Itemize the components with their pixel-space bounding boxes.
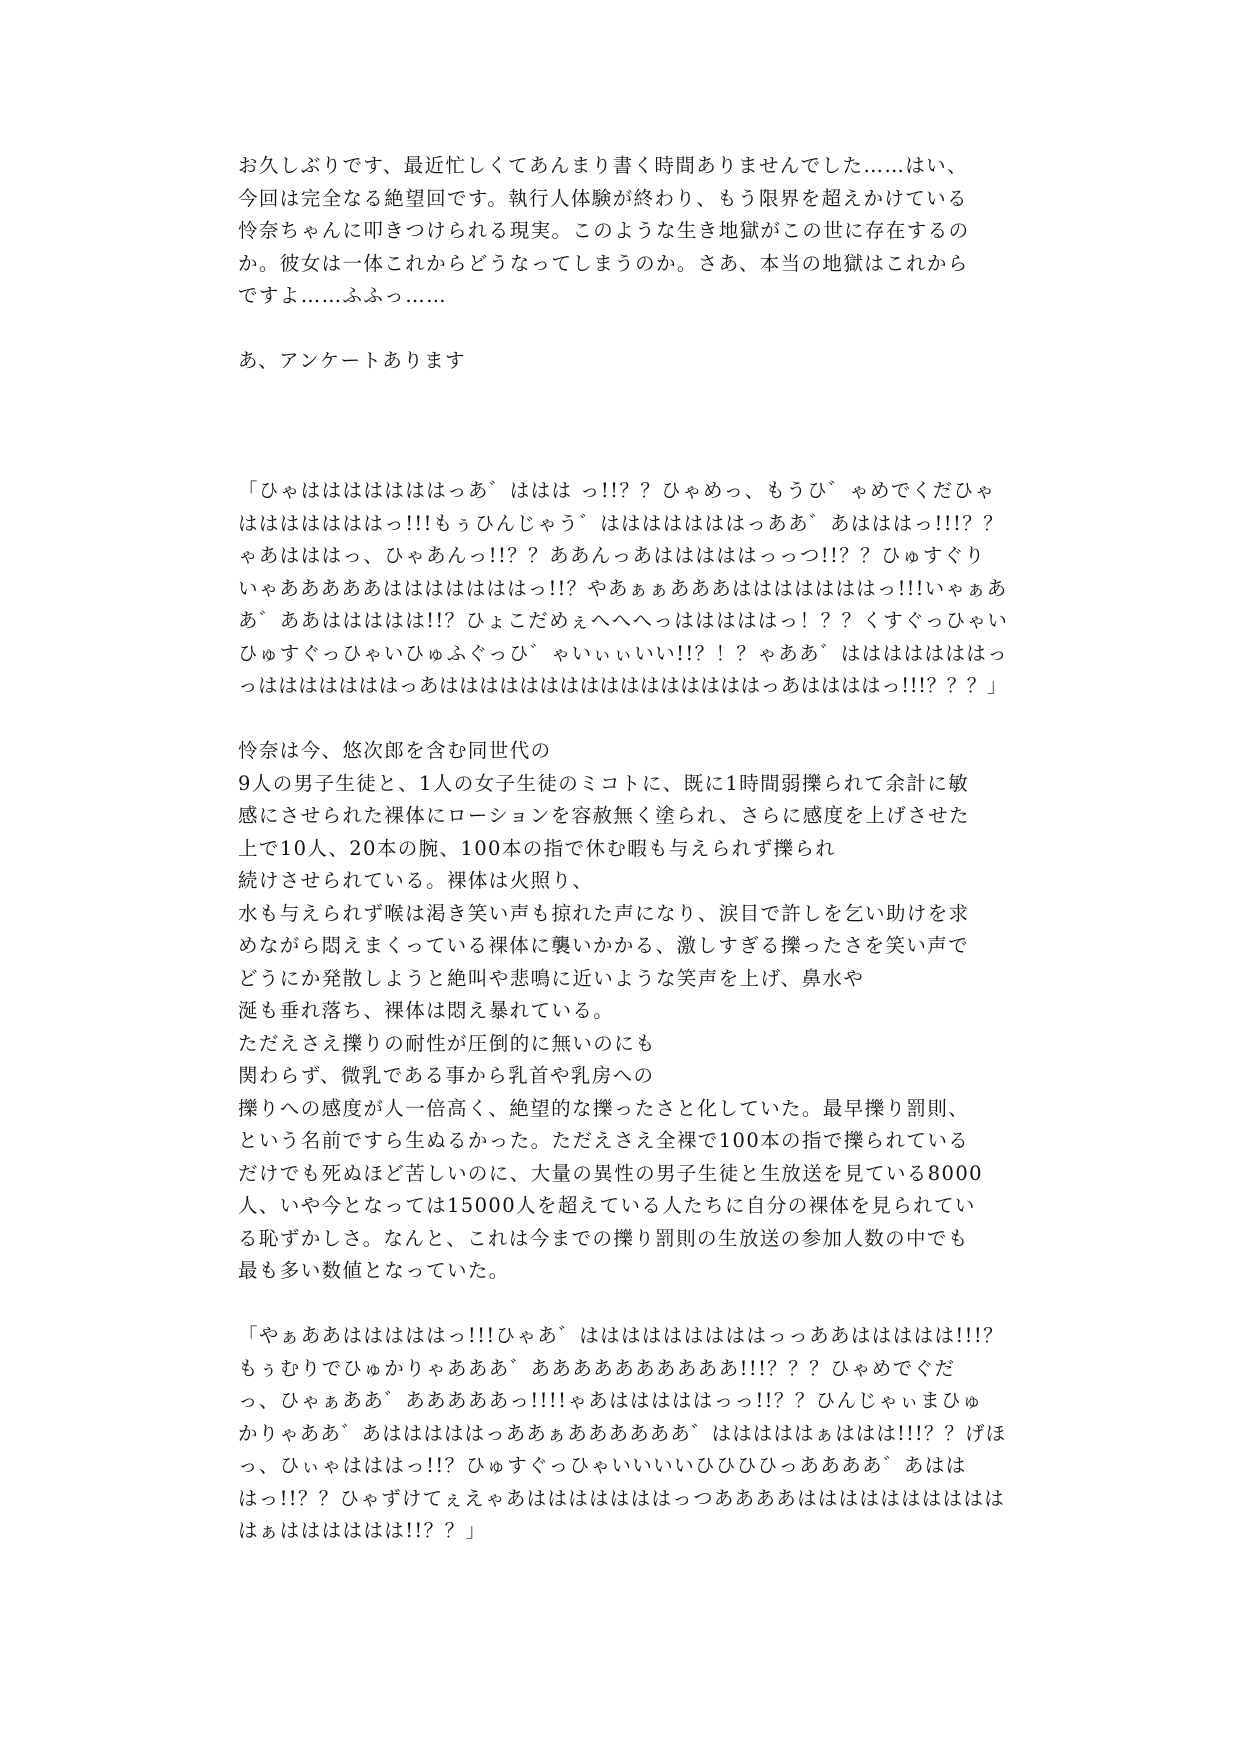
narration-line-15: 人、いや今となっては15000人を超えている人たちに自分の裸体を見られてい [238,1194,976,1217]
intro-line-3: 怜奈ちゃんに叩きつけられる現実。このような生き地獄がこの世に存在するの [238,219,970,242]
quote-2-line-2: もぅむりでひゅかりゃあああ゛ああああああああああ!!!？？？ひゃめでぐだ [238,1356,956,1380]
narration-line-9: 涎も垂れ落ち、裸体は悶え暴れている。 [238,999,615,1022]
quote-2-line-4: かりゃああ゛あはははははっああぁああああああ゛はははははぁははは!!!？？げほ [238,1421,1007,1445]
narration-line-3: 感にさせられた裸体にローションを容赦無く塗られ、さらに感度を上げさせた [238,804,970,827]
narration-line-11: 関わらず、微乳である事から乳首や乳房への [238,1064,655,1087]
narration-line-2: 9人の男子生徒と、1人の女子生徒のミコトに、既に1時間弱擽られて余計に敏 [238,771,970,795]
quote-1-line-4: いゃあああああはははははははっ!!？やあぁぁあああはははははははっ!!!いゃぁあ [238,576,1008,600]
intro-line-4: か。彼女は一体これからどうなってしまうのか。さあ、本当の地獄はこれから [238,251,969,275]
narration-line-16: る恥ずかしさ。なんと、これは今までの擽り罰則の生放送の参加人数の中でも [238,1226,969,1250]
quote-1-paragraph [238,475,1008,703]
paragraph-spacer [238,703,1008,736]
quote-1-line-1: 「ひゃはははははははっあ゛ははは っ!!？？ひゃめっ、もうひ゛ゃめでくだひゃ [238,479,996,502]
narration-line-10: ただえさえ擽りの耐性が圧倒的に無いのにも [238,1031,657,1055]
narration-line-6: 水も与えられず喉は渇き笑い声も掠れた声になり、涙目で許しを乞い助けを求 [238,901,970,925]
narration-paragraph [238,735,1008,1288]
quote-2-line-1: 「やぁああはははははっ!!!ひゃあ゛はははははははははっっああははははは!!!？ [238,1324,1005,1347]
intro-paragraph [238,150,1008,313]
quote-1-line-2: はははははははっ!!!もぅひんじゃう゛はははははははっああ゛あはははっ!!!？？ [238,511,1005,535]
narration-line-7: めながら悶えまくっている裸体に襲いかかる、激しすぎる擽ったさを笑い声で [238,934,970,957]
quote-1-line-7: っはははははははっあははははははははははははははははっあははははっ!!!？？？」 [238,674,1008,697]
paragraph-spacer [238,1288,1008,1321]
narration-line-14: だけでも死ぬほど苦しいのに、大量の異性の男子生徒と生放送を見ている8000 [238,1161,983,1185]
narration-line-4: 上で10人、20本の腕、100本の指で休む暇も与えられず擽られ [238,836,837,860]
quote-2-line-5: っ、ひぃゃはははっ!!？ひゅすぐっひゃいいいいひひひひっああああ゛あはは [238,1454,967,1477]
narration-line-5: 続けさせられている。裸体は火照り、 [238,869,594,892]
narration-line-1: 怜奈は今、悠次郎を含む同世代の [238,739,552,762]
quote-1-line-6: ひゅすぐっひゃいひゅふぐっひ゛ゃいぃぃいい!!？！？ゃああ゛はははははははっ [238,641,1009,665]
quote-1-line-3: ゃあはははっ、ひゃあんっ!!？？ああんっあはははははっっつ!!？？ひゅすぐり [238,544,986,567]
intro-line-5: ですよ……ふふっ…… [238,284,448,307]
narration-line-13: という名前ですら生ぬるかった。ただえさえ全裸で100本の指で擽られている [238,1129,970,1152]
section-spacer [238,378,1008,476]
quote-2-line-6: はっ!!？？ひゃずけてぇえゃあはははははははっつああああはははははははははは [238,1486,1006,1510]
body-text-column [238,150,1008,1548]
narration-line-8: どうにか発散しようと絶叫や悲鳴に近いような笑声を上げ、鼻水や [238,966,865,990]
quote-2-line-3: っ、ひゃぁああ゛あああああっ!!!!ゃあはははははっっ!!？？ひんじゃぃまひゅ [238,1389,983,1412]
intro-line-2: 今回は完全なる絶望回です。執行人体験が終わり、もう限界を超えかけている [238,186,968,210]
narration-line-17: 最も多い数値となっていた。 [238,1259,510,1282]
quote-2-line-7: はぁはははははは!!？？」 [238,1519,487,1542]
quote-2-paragraph [238,1320,1008,1548]
paragraph-spacer [238,313,1008,346]
quote-1-line-5: あ゛ああははははは!!？ひょこだめぇへへへっはははははっ！？？くすぐっひゃい [238,609,1009,632]
notice-line-1: あ、アンケートあります [238,349,466,372]
notice-paragraph [238,345,1008,378]
intro-line-1: お久しぶりです、最近忙しくてあんまり書く時間ありませんでした……はい、 [238,154,968,177]
narration-line-12: 擽りへの感度が人一倍高く、絶望的な擽ったさと化していた。最早擽り罰則、 [238,1096,970,1120]
